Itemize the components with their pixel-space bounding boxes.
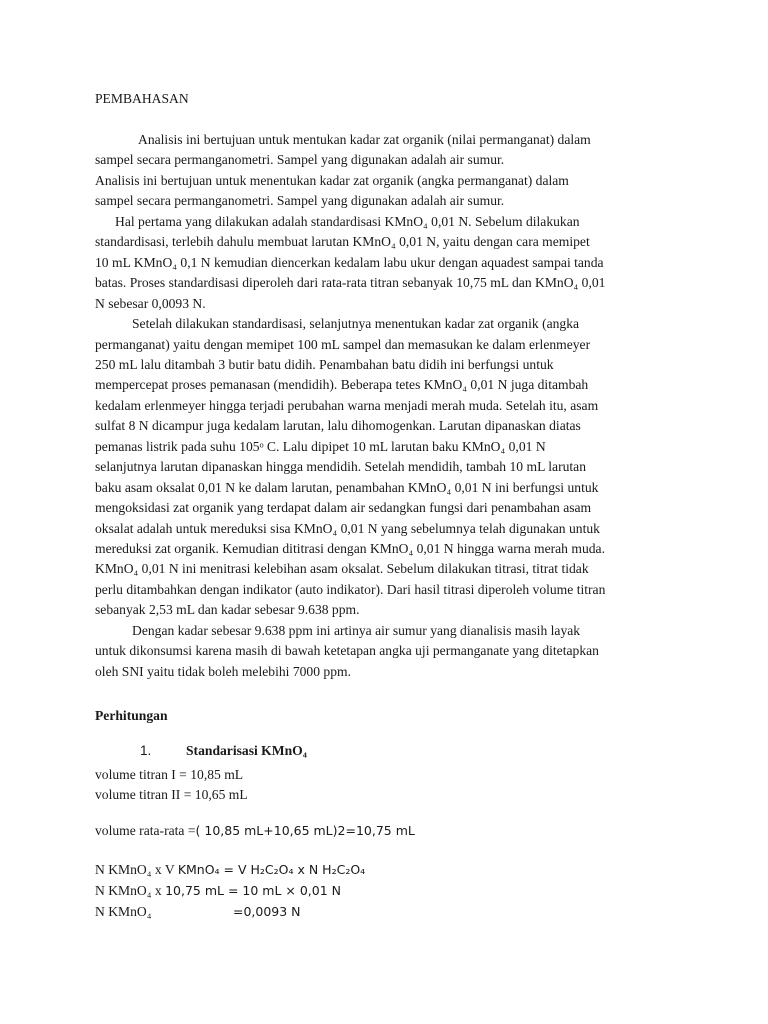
eq3-expression: =0,0093 N [233, 904, 301, 919]
eq2-expression: 10,75 mL = 10 mL × 0,01 N [165, 883, 341, 898]
paragraph-line: standardisasi, terlebih dahulu membuat larutan KMnO₄ 0,01 N, yaitu dengan cara memipet [95, 234, 590, 250]
volume-titran-2: volume titran II = 10,65 mL [95, 787, 248, 802]
paragraph-line: mempercepat proses pemanasan (mendidih). Beberapa tetes KMnO₄ 0,01 N juga ditambah [95, 377, 589, 393]
section-heading: PEMBAHASAN [95, 91, 189, 106]
volume-titran-1: volume titran I = 10,85 mL [95, 767, 244, 782]
eq3-label: N KMnO₄ [95, 904, 152, 919]
equation-line-3 [95, 902, 301, 922]
paragraph-line: pemanas listrik pada suhu 105ᵒ C. Lalu dipipet 10 mL larutan baku KMnO₄ 0,01 N [95, 438, 546, 454]
paragraph-line: N sebesar 0,0093 N. [95, 295, 206, 311]
calc-item-number: 1. [140, 743, 152, 758]
average-expression: ( 10,85 mL+10,65 mL)2=10,75 mL [195, 823, 415, 838]
paragraph-line: 250 mL lalu ditambah 3 butir batu didih. Penambahan batu didih ini berfungsi untuk [95, 356, 554, 372]
calc-section-title: Perhitungan [95, 708, 168, 723]
paragraph-line: Analisis ini bertujuan untuk mentukan kadar zat organik (nilai permanganat) dalam [138, 132, 591, 147]
paragraph-line: Hal pertama yang dilakukan adalah standardisasi KMnO₄ 0,01 N. Sebelum dilakukan [115, 213, 580, 229]
paragraph-line: Dengan kadar sebesar 9.638 ppm ini artinya air sumur yang dianalisis masih layak [132, 622, 581, 638]
paragraph-line: kedalam erlenmeyer hingga terjadi perubahan warna menjadi merah muda. Setelah itu, asam [95, 397, 599, 413]
paragraph-line: sulfat 8 N dicampur juga kedalam larutan, lalu dihomogenkan. Larutan dipanaskan diatas [95, 418, 581, 434]
average-volume-formula [95, 821, 415, 841]
paragraph-line: 10 mL KMnO₄ 0,1 N kemudian diencerkan kedalam labu ukur dengan aquadest sampai tanda [95, 254, 604, 270]
paragraph-line: selanjutnya larutan dipanaskan hingga mendidih. Setelah mendidih, tambah 10 mL larutan [95, 459, 587, 475]
paragraph-line: KMnO₄ 0,01 N ini menitrasi kelebihan asam oksalat. Sebelum dilakukan titrasi, titrat tidak [95, 561, 589, 577]
paragraph-line: untuk dikonsumsi karena masih di bawah ketetapan angka uji permanganate yang ditetapkan [95, 643, 599, 659]
paragraph-line: baku asam oksalat 0,01 N ke dalam larutan, penambahan KMnO₄ 0,01 N ini berfungsi untuk [95, 479, 599, 495]
paragraph-line: mengoksidasi zat organik yang terdapat dalam air sedangkan fungsi dari penambahan asam [95, 500, 592, 516]
eq2-label: N KMnO₄ x [95, 883, 162, 898]
eq1-label: N KMnO₄ x V [95, 862, 175, 877]
paragraph-line: permanganat) yaitu dengan memipet 100 mL sampel dan memasukan ke dalam erlenmeyer [95, 336, 591, 352]
equation-line-2 [95, 881, 341, 901]
equation-line-1 [95, 860, 365, 880]
paragraph-line: Setelah dilakukan standardisasi, selanjutnya menentukan kadar zat organik (angka [132, 316, 580, 332]
calc-item-title: Standarisasi KMnO₄ [186, 743, 307, 758]
paragraph-line: Analisis ini bertujuan untuk menentukan kadar zat organik (angka permanganat) dalam [95, 172, 569, 188]
paragraph-line: oksalat adalah untuk mereduksi sisa KMnO₄ 0,01 N yang sebelumnya telah digunakan untuk [95, 520, 600, 536]
paragraph-line: mereduksi zat organik. Kemudian dititrasi dengan KMnO₄ 0,01 N hingga warna merah muda. [95, 541, 605, 556]
paragraph-line: sebanyak 2,53 mL dan kadar sebesar 9.638 ppm. [95, 602, 360, 618]
average-label: volume rata-rata = [95, 823, 196, 838]
paragraph-line: sampel secara permanganometri. Sampel yang digunakan adalah air sumur. [95, 152, 505, 168]
eq1-expression: KMnO₄ = V H₂C₂O₄ x N H₂C₂O₄ [177, 862, 366, 877]
paragraph-line: batas. Proses standardisasi diperoleh dari rata-rata titran sebanyak 10,75 mL dan KMnO₄ 0,01 [95, 275, 606, 291]
paragraph-line: perlu ditambahkan dengan indikator (auto indikator). Dari hasil titrasi diperoleh volume titran [95, 581, 606, 597]
paragraph-line: oleh SNI yaitu tidak boleh melebihi 7000 ppm. [95, 663, 351, 679]
paragraph-line: sampel secara permanganometri. Sampel yang digunakan adalah air sumur. [95, 193, 505, 209]
